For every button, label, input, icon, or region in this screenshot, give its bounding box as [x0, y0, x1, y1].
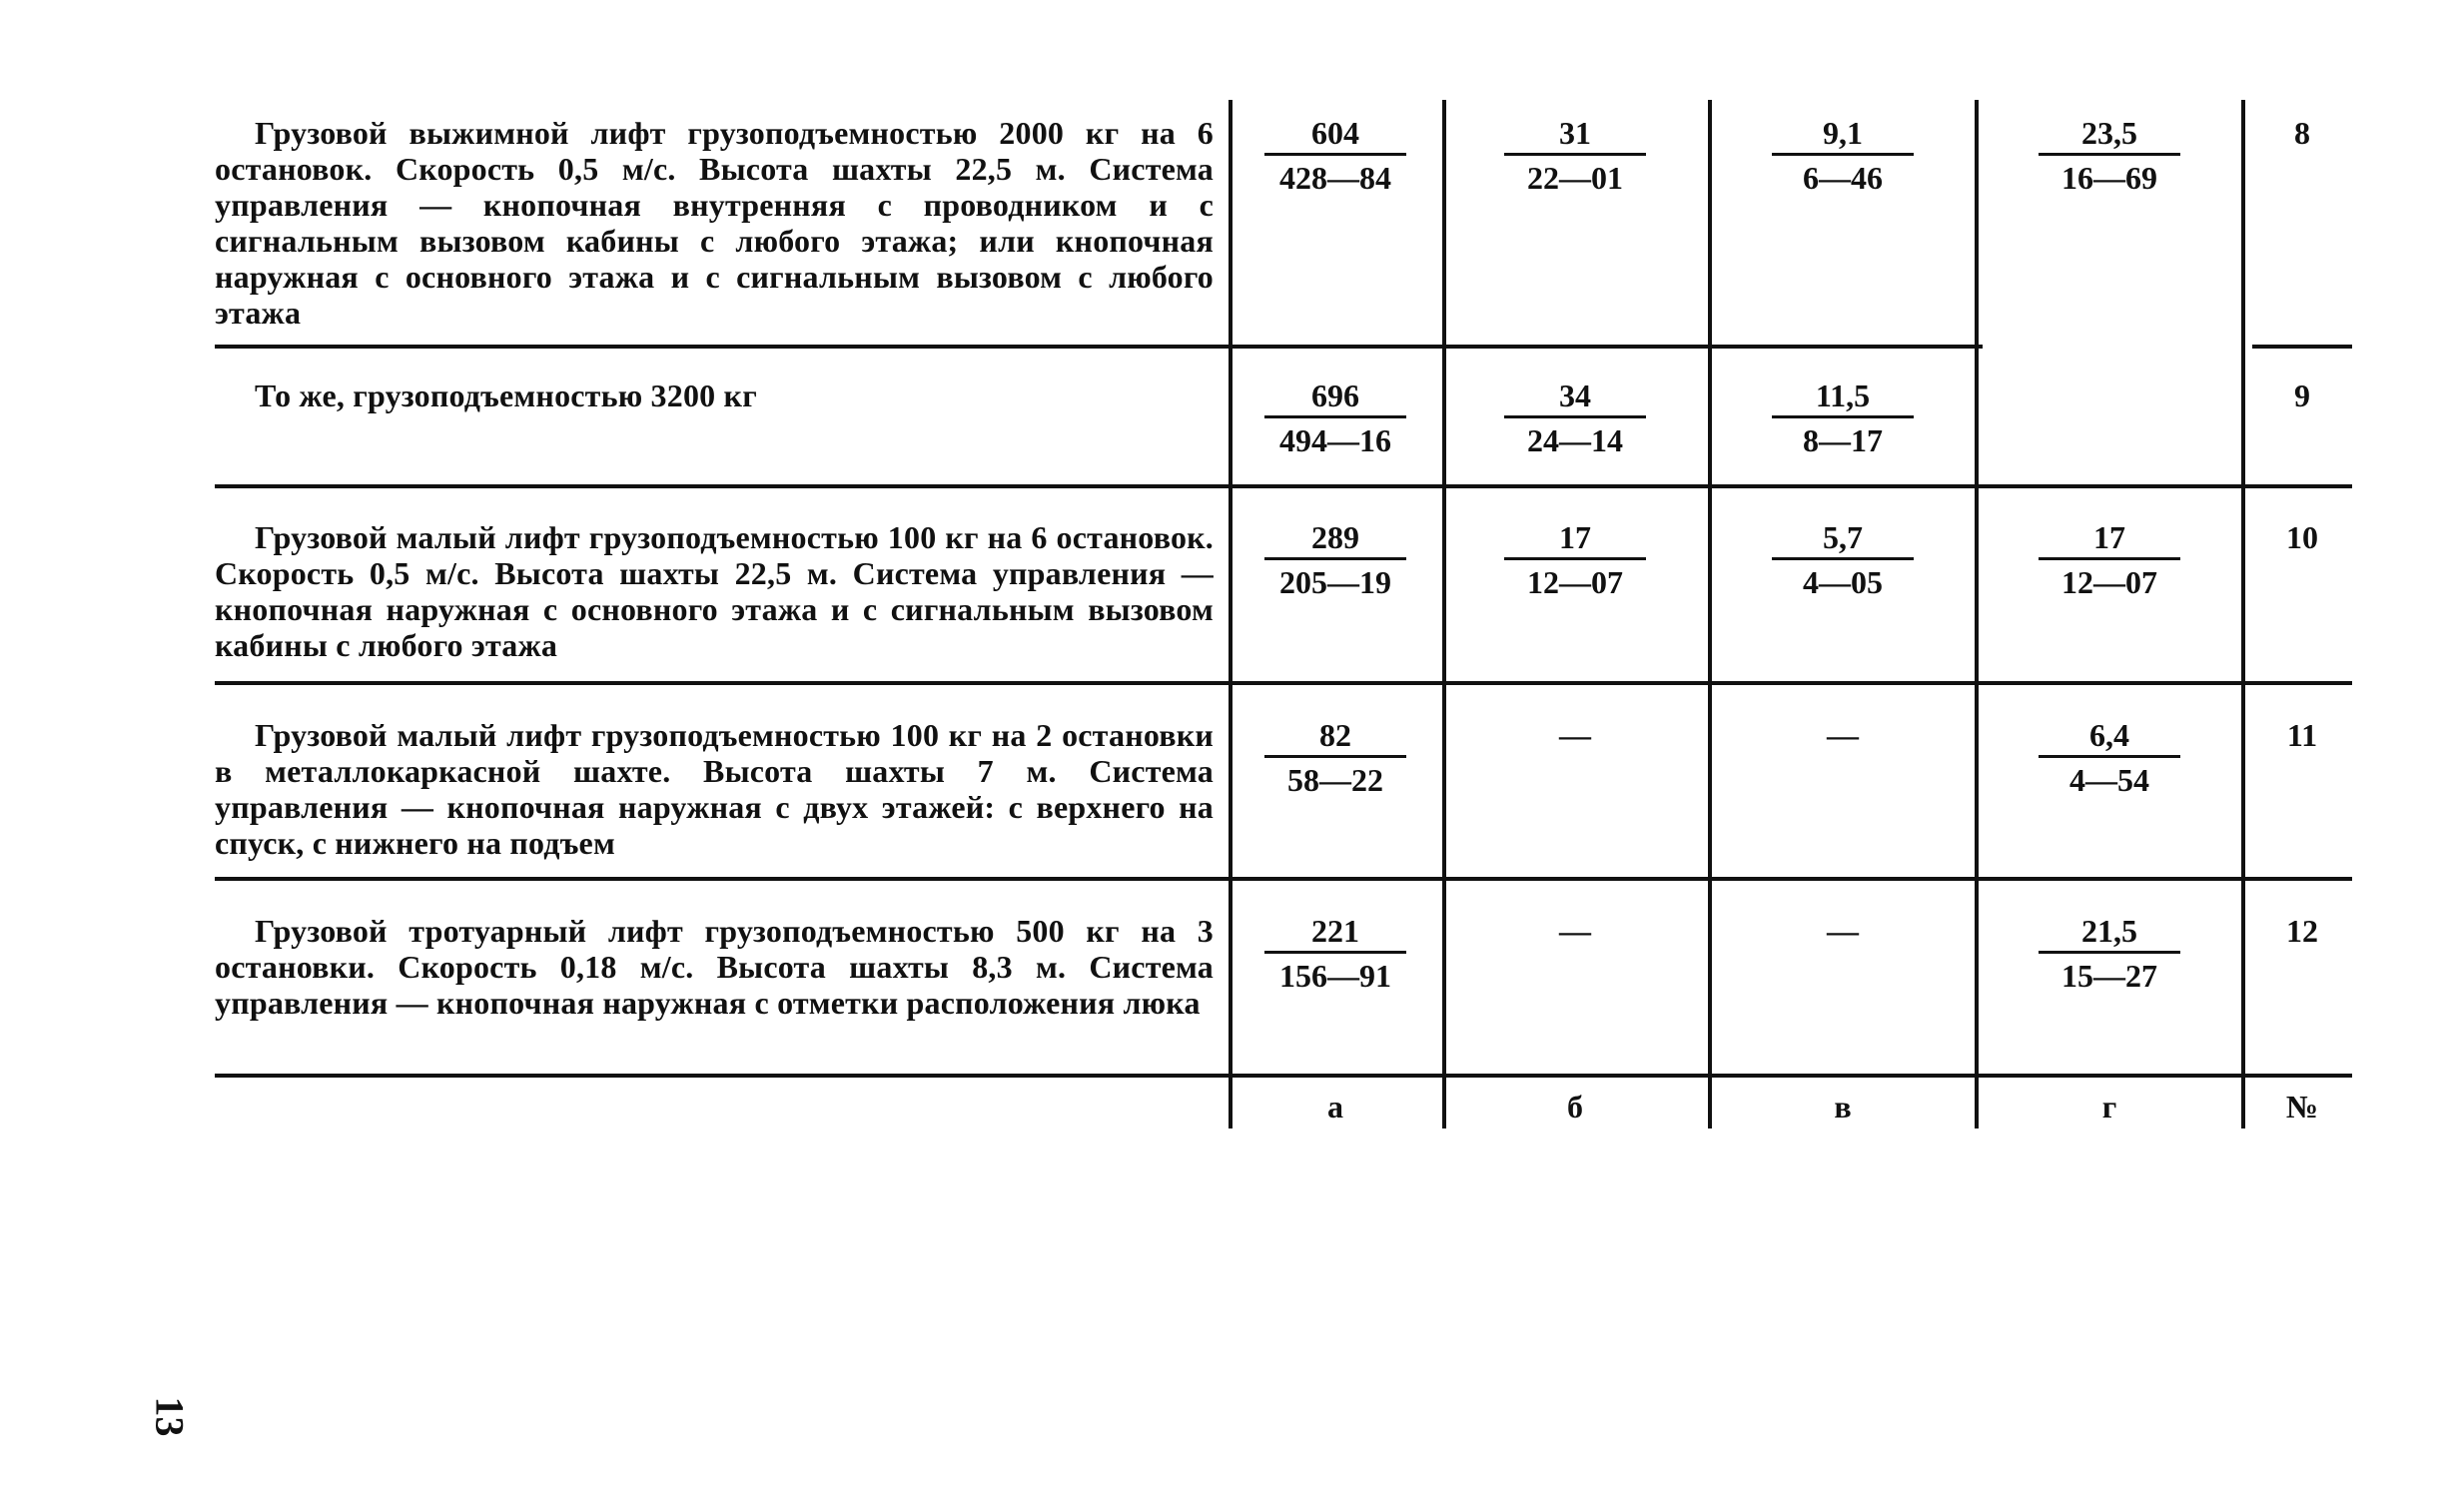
fraction-numerator: 17: [1559, 519, 1591, 555]
row-description: Грузовой тротуарный лифт грузоподъемностью 500 кг на 3 остановки. Скорость 0,18 м/с. Высота шахты 8,3 м. Система управления — кнопочная наружная с отметки расположения люка: [215, 913, 1214, 1021]
value-a: [1260, 913, 1410, 994]
value-g: [2035, 717, 2184, 798]
empty-value-dash: —: [1559, 717, 1591, 753]
column-divider: [2241, 100, 2245, 1128]
fraction-numerator: 31: [1559, 115, 1591, 151]
fraction-bar: [2039, 153, 2180, 156]
fraction-bar: [1264, 951, 1406, 954]
fraction-denominator: 6—46: [1803, 160, 1883, 196]
row-divider: [215, 345, 1983, 349]
column-header-a: а: [1327, 1089, 1343, 1125]
fraction-numerator: 9,1: [1823, 115, 1863, 151]
row-description: То же, грузоподъемностью 3200 кг: [255, 377, 757, 413]
value-v: [1768, 377, 1918, 458]
column-divider: [1975, 100, 1979, 1128]
fraction-denominator: 24—14: [1527, 422, 1623, 458]
fraction-numerator: 289: [1311, 519, 1359, 555]
fraction-numerator: 11,5: [1815, 377, 1871, 413]
fraction-denominator: 12—07: [1527, 564, 1623, 600]
value-b: [1500, 519, 1650, 600]
column-divider: [1442, 100, 1446, 1128]
row-description: Грузовой малый лифт грузоподъемностью 100 кг на 6 остановок. Скорость 0,5 м/с. Высота шахты 22,5 м. Система управления — кнопочная наружная с основного этажа и с сигнальным вызовом кабины с любого этажа: [215, 519, 1214, 663]
fraction-bar: [2039, 755, 2180, 758]
fraction-bar: [1264, 153, 1406, 156]
fraction-numerator: 23,5: [2081, 115, 2137, 151]
column-divider: [1708, 100, 1712, 1128]
fraction-denominator: 58—22: [1287, 762, 1383, 798]
empty-value-dash: —: [1827, 913, 1859, 949]
fraction-denominator: 428—84: [1279, 160, 1391, 196]
page-number: 13: [147, 1396, 193, 1437]
fraction-bar: [1504, 153, 1646, 156]
fraction-bar: [2039, 951, 2180, 954]
fraction-numerator: 82: [1319, 717, 1351, 753]
fraction-denominator: 156—91: [1279, 958, 1391, 994]
row-number: 8: [2294, 115, 2310, 151]
table-bottom-rule: [215, 1074, 2352, 1078]
row-number: 12: [2286, 913, 2318, 949]
fraction-numerator: 5,7: [1823, 519, 1863, 555]
fraction-numerator: 21,5: [2081, 913, 2137, 949]
column-divider: [1229, 100, 1232, 1128]
empty-value-dash: —: [1827, 717, 1859, 753]
fraction-numerator: 17: [2093, 519, 2125, 555]
value-g: [2035, 115, 2184, 196]
value-b: [1500, 115, 1650, 196]
fraction-numerator: 221: [1311, 913, 1359, 949]
value-g: [2035, 913, 2184, 994]
fraction-bar: [1772, 153, 1914, 156]
row-description: Грузовой малый лифт грузоподъемностью 100 кг на 2 остановки в металлокаркасной шахте. Высота шахты 7 м. Система управления — кнопочная наружная с двух этажей: с верхнего на спуск, с нижнего на подъем: [215, 717, 1214, 861]
row-description: Грузовой выжимной лифт грузоподъемностью 2000 кг на 6 остановок. Скорость 0,5 м/с. Высота шахты 22,5 м. Система управления — кнопочная внутренняя с проводником и с сигнальным вызовом кабины с любого этажа; или кнопочная наружная с основного этажа и с сигнальным вызовом с любого этажа: [215, 115, 1214, 331]
value-a: [1260, 377, 1410, 458]
row-divider: [2252, 345, 2352, 349]
value-v: [1768, 519, 1918, 600]
fraction-bar: [1772, 557, 1914, 560]
row-number: 10: [2286, 519, 2318, 555]
fraction-denominator: 16—69: [2061, 160, 2157, 196]
fraction-bar: [1264, 755, 1406, 758]
fraction-bar: [1504, 415, 1646, 418]
row-divider: [215, 484, 2352, 488]
value-a: [1260, 519, 1410, 600]
value-a: [1260, 115, 1410, 196]
fraction-numerator: 604: [1311, 115, 1359, 151]
fraction-denominator: 12—07: [2061, 564, 2157, 600]
column-header-g: г: [2101, 1089, 2117, 1125]
value-v: [1768, 115, 1918, 196]
fraction-denominator: 205—19: [1279, 564, 1391, 600]
fraction-denominator: 8—17: [1803, 422, 1883, 458]
fraction-denominator: 15—27: [2061, 958, 2157, 994]
value-b: [1500, 377, 1650, 458]
row-number: 11: [2286, 717, 2318, 753]
fraction-numerator: 34: [1559, 377, 1591, 413]
fraction-numerator: 696: [1311, 377, 1359, 413]
row-divider: [215, 877, 2352, 881]
value-g: [2035, 519, 2184, 600]
fraction-denominator: 494—16: [1279, 422, 1391, 458]
row-number: 9: [2294, 377, 2310, 413]
fraction-bar: [1504, 557, 1646, 560]
row-divider: [215, 681, 2352, 685]
fraction-denominator: 4—54: [2069, 762, 2149, 798]
fraction-denominator: 4—05: [1803, 564, 1883, 600]
fraction-bar: [2039, 557, 2180, 560]
value-a: [1260, 717, 1410, 798]
column-header-b: б: [1567, 1089, 1583, 1125]
fraction-bar: [1264, 557, 1406, 560]
column-header-v: в: [1834, 1089, 1852, 1125]
fraction-numerator: 6,4: [2089, 717, 2129, 753]
column-header-number: №: [2285, 1089, 2319, 1125]
fraction-denominator: 22—01: [1527, 160, 1623, 196]
fraction-bar: [1772, 415, 1914, 418]
empty-value-dash: —: [1559, 913, 1591, 949]
fraction-bar: [1264, 415, 1406, 418]
